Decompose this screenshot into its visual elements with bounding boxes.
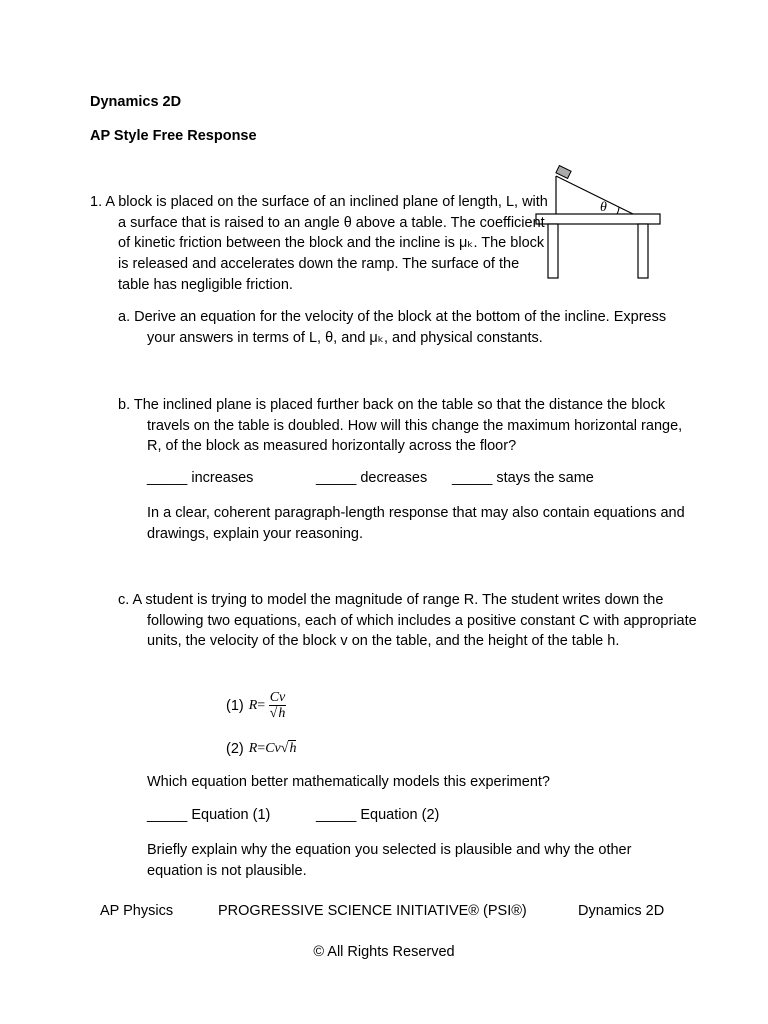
equation-2-radicand: h bbox=[289, 741, 297, 756]
part-b-label: b. bbox=[118, 397, 131, 413]
choice-equation-1: _____ Equation (1) bbox=[147, 807, 271, 823]
equation-2-lhs: R bbox=[248, 741, 258, 756]
footer-unit: Dynamics 2D bbox=[578, 903, 665, 919]
equation-1-label: (1) bbox=[226, 698, 244, 714]
part-a-label: a. bbox=[118, 309, 131, 325]
part-b-text: The inclined plane is placed further back on the table so that the distance the block travels on the table is doubled. How will this change the maximum horizontal range, R, of the block as measured horizontally across the floor? bbox=[133, 397, 683, 455]
question-stem bbox=[90, 192, 550, 296]
choice-decreases: _____ decreases bbox=[316, 470, 428, 486]
choice-equation-2: _____ Equation (2) bbox=[316, 807, 440, 823]
part-b bbox=[118, 395, 687, 457]
part-c bbox=[118, 590, 697, 652]
equation-1-radicand: h bbox=[278, 706, 286, 721]
equation-1-fraction bbox=[269, 690, 287, 722]
equation-2 bbox=[226, 738, 296, 760]
part-c-text: A student is trying to model the magnitude of range R. The student writes down the following two equations, each of which includes a positive constant C with appropriate units, the velocity of the block v on the table, and the height of the table h. bbox=[132, 592, 697, 650]
footer-organization: PROGRESSIVE SCIENCE INITIATIVE® (PSI®) bbox=[218, 903, 527, 919]
choice-increases: _____ increases bbox=[147, 470, 254, 486]
footer-copyright: © All Rights Reserved bbox=[313, 944, 455, 960]
part-b-prompt: In a clear, coherent paragraph-length response that may also contain equations and drawings, explain your reasoning. bbox=[147, 505, 685, 542]
equation-1-equals: = bbox=[257, 698, 266, 714]
part-c-label: c. bbox=[118, 592, 130, 608]
footer-course: AP Physics bbox=[100, 903, 174, 919]
equation-1-numerator: Cv bbox=[269, 690, 286, 705]
radical-icon: √ bbox=[269, 706, 278, 721]
question-number: 1. bbox=[90, 194, 103, 210]
page-title: Dynamics 2D bbox=[90, 94, 182, 110]
part-c-question: Which equation better mathematically models this experiment? bbox=[147, 774, 550, 790]
equation-2-coefficient: Cv bbox=[265, 741, 281, 756]
choice-stays-same: _____ stays the same bbox=[452, 470, 594, 486]
part-c-prompt: Briefly explain why the equation you selected is plausible and why the other equation is not plausible. bbox=[147, 842, 632, 879]
equation-2-equals: = bbox=[257, 741, 266, 756]
radical-icon: √ bbox=[280, 741, 289, 756]
equation-2-label: (2) bbox=[226, 741, 244, 757]
table-drawing bbox=[536, 214, 660, 278]
equation-1 bbox=[226, 686, 286, 726]
incline-drawing bbox=[556, 176, 633, 214]
part-a bbox=[118, 307, 667, 348]
page-subtitle: AP Style Free Response bbox=[90, 128, 257, 144]
angle-theta-label: θ bbox=[600, 200, 607, 215]
equation-1-lhs: R bbox=[248, 698, 258, 714]
question-text: A block is placed on the surface of an inclined plane of length, L, with a surface that is raised to an angle θ above a table. The coefficient of kinetic friction between the block and the incline is μₖ. The block is released and accelerates down the ramp. The surface of the table has negligible friction. bbox=[105, 194, 548, 293]
incline-diagram bbox=[534, 163, 664, 283]
part-a-text: Derive an equation for the velocity of the block at the bottom of the incline. Express your answers in terms of L, θ, and μₖ, and physical constants. bbox=[134, 309, 667, 346]
